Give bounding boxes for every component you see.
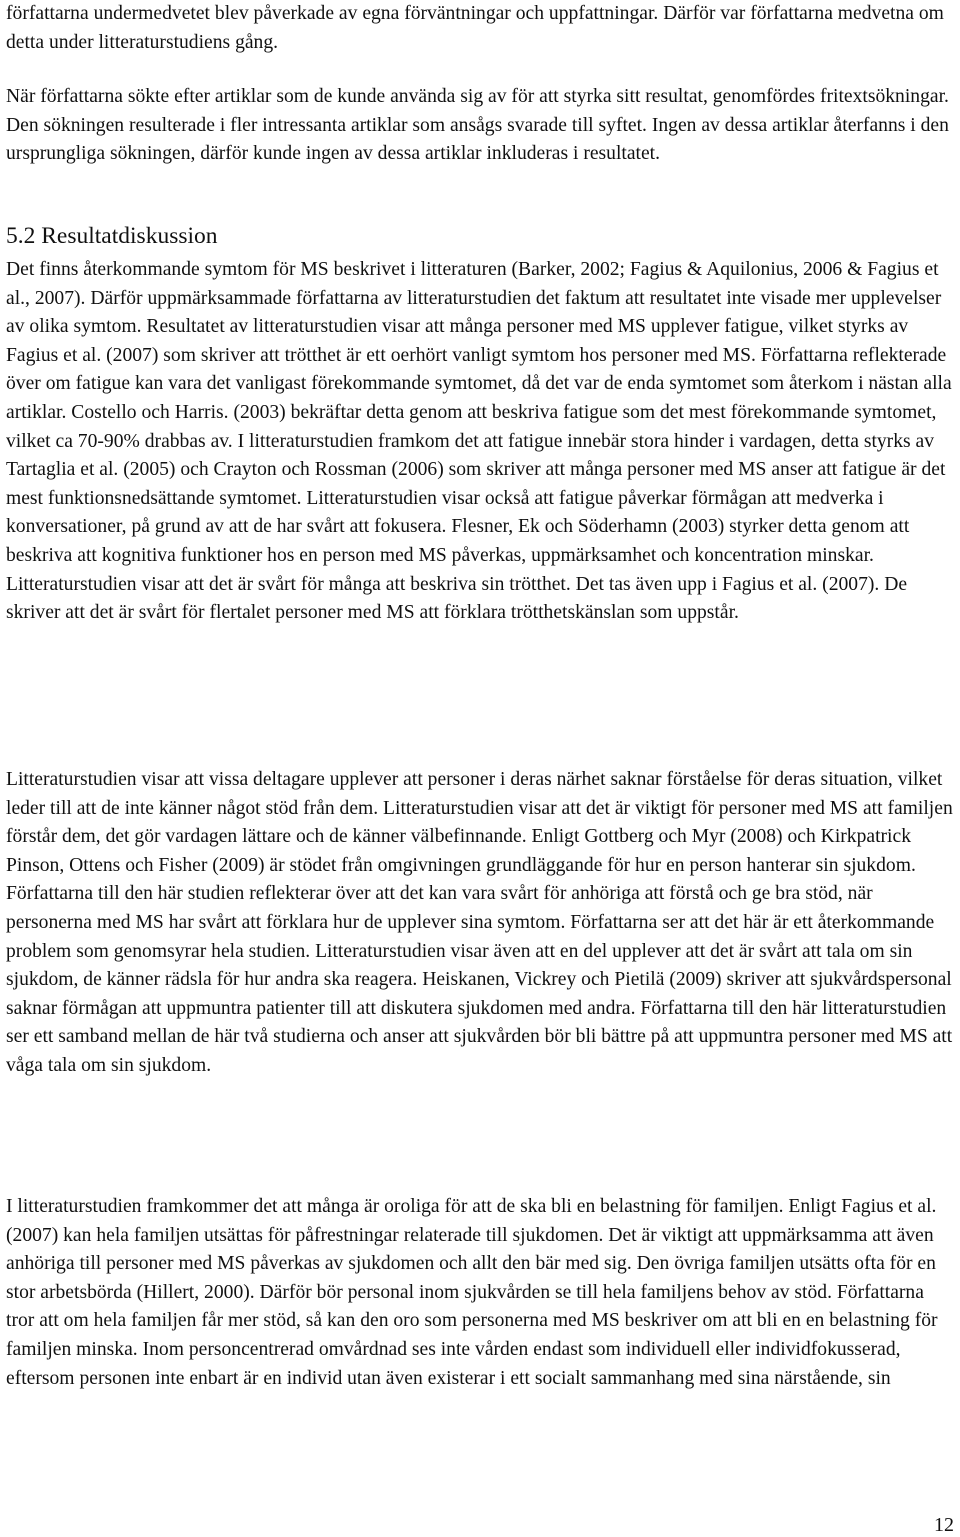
paragraph-family: I litteraturstudien framkommer det att många är oroliga för att de ska bli en belastning för familjen. Enligt Fagius et al. (2007) kan hela familjen utsättas för påfrestningar relaterade till sjukdomen. Det är viktigt att uppmärksamma att även anhöriga till personer med MS påverkas av sjukdomen och allt den bär med sig. Den övriga familjen utsätts ofta för en stor arbetsbörda (Hillert, 2000). Därför bör personal inom sjukvården se till hela familjens behov av stöd. Författarna tror att om hela familjen får mer stöd, så kan den oro som personerna med MS beskriver om att bli en en belastning för familjen minska. Inom personcentrerad omvårdnad ses inte vården endast som individuell eller individfokusserad, eftersom personen inte enbart är en individ utan även existerar i ett socialt sammanhang med sina närstående, sin xyxy=(6,1196,938,1389)
paragraph-continuation: författarna undermedvetet blev påverkade av egna förväntningar och uppfattningar. Därför var författarna medvetna om detta under litteraturstudiens gång. xyxy=(6,3,944,53)
page-number: 12 xyxy=(934,1514,954,1536)
paragraph-symptoms: Det finns återkommande symtom för MS beskrivet i litteraturen (Barker, 2002; Fagius & Aquilonius, 2006 & Fagius et al., 2007). Därför uppmärksammade författarna av litteraturstudien det faktum att resultatet inte visade mer upplevelser av olika symtom. Resultatet av litteraturstudien visar att många personer med MS upplever fatigue, vilket styrks av Fagius et al. (2007) som skriver att trötthet är ett oerhört vanligt symtom hos personer med MS. Författarna reflekterade över om fatigue kan vara det vanligast förekommande symtomet, då det var de enda symtomet som återkom i nästan alla artiklar. Costello och Harris. (2003) bekräftar detta genom att beskriva fatigue som det mest förekommande symtomet, vilket ca 70-90% drabbas av. I litteraturstudien framkom det att fatigue innebär stora hinder i vardagen, detta styrks av Tartaglia et al. (2005) och Crayton och Rossman (2006) som skriver att många personer med MS anser att fatigue är det mest funktionsnedsättande symtomet. Litteraturstudien visar också att fatigue påverkar förmågan att medverka i konversationer, på grund av att de har svårt att fokusera. Flesner, Ek och Söderhamn (2003) styrker detta genom att beskriva att kognitiva funktioner hos en person med MS påverkas, uppmärksamhet och koncentration minskar. Litteraturstudien visar att det är svårt för många att beskriva sin trötthet. Det tas även upp i Fagius et al. (2007). De skriver att det är svårt för flertalet personer med MS att förklara trötthetskänslan som uppstår. xyxy=(6,259,952,624)
paragraph-search: När författarna sökte efter artiklar som de kunde använda sig av för att styrka sitt resultat, genomfördes fritextsökningar. Den sökningen resulterade i fler intressanta artiklar som ansågs svarade till syftet. Ingen av dessa artiklar återfanns i den ursprungliga sökningen, därför kunde ingen av dessa artiklar inkluderas i resultatet. xyxy=(6,86,949,165)
paragraph-understanding: Litteraturstudien visar att vissa deltagare upplever att personer i deras närhet saknar förståelse för deras situation, vilket leder till att de inte känner något stöd från dem. Litteraturstudien visar att det är viktigt för personer med MS att familjen förstår dem, det gör vardagen lättare och de känner välbefinnande. Enligt Gottberg och Myr (2008) och Kirkpatrick Pinson, Ottens och Fisher (2009) är stödet från omgivningen grundläggande för hur en person hanterar sin sjukdom. Författarna till den här studien reflekterar över att det kan vara svårt för anhöriga att förstå och ge bra stöd, när personerna med MS har svårt att förklara hur de upplever sina symtom. Författarna ser att det här är ett återkommande problem som genomsyrar hela studien. Litteraturstudien visar även att en del upplever att det är svårt att tala om sin sjukdom, de känner rädsla för hur andra ska reagera. Heiskanen, Vickrey och Pietilä (2009) skriver att sjukvårdspersonal saknar förmågan att uppmuntra patienter till att diskutera sjukdomen med andra. Författarna till den här litteraturstudien ser ett samband mellan de här två studierna och anser att sjukvården bör bli bättre på att uppmuntra personer med MS att våga tala om sin sjukdom. xyxy=(6,769,953,1076)
section-heading: 5.2 Resultatdiskussion xyxy=(6,223,218,249)
